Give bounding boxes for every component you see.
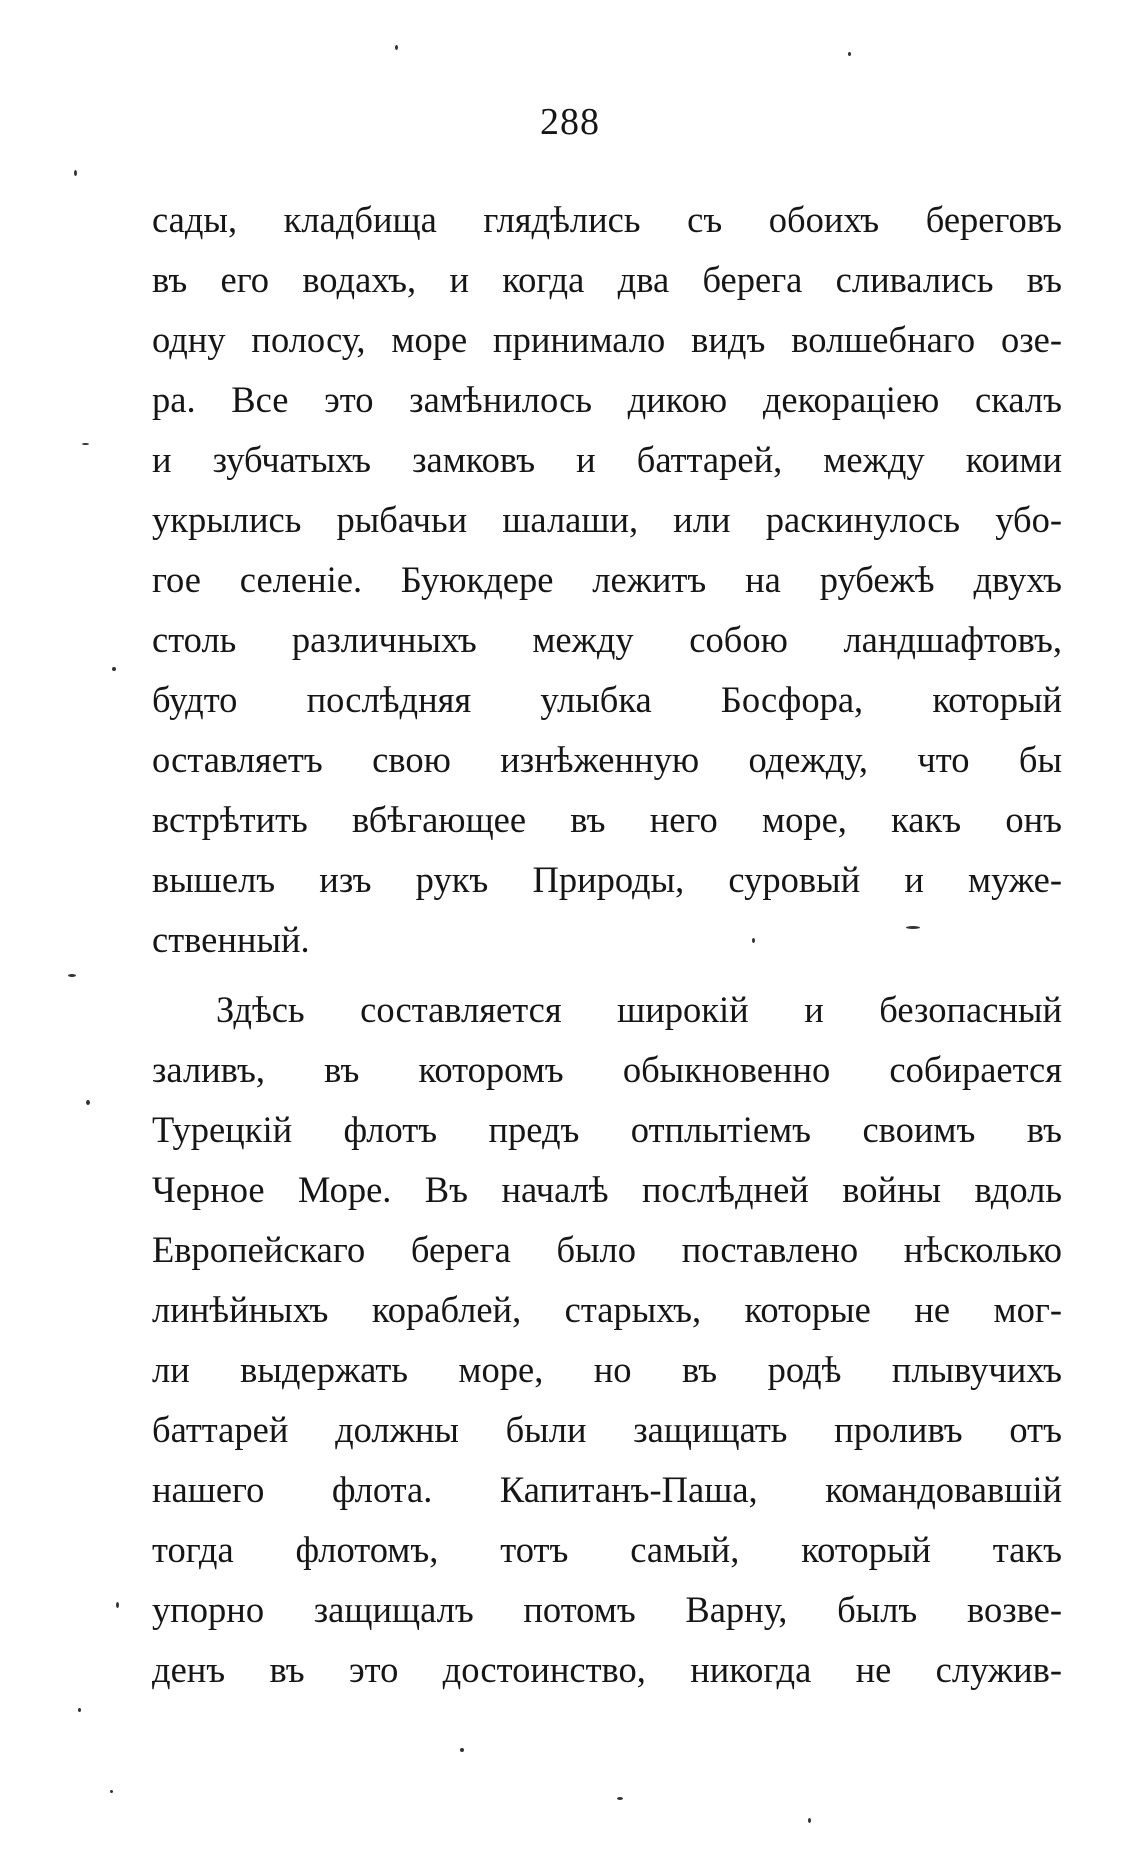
text-line: упорно защищалъ потомъ Варну, былъ возве- [152,1589,1062,1630]
scan-speck [78,1708,81,1712]
text-line-indented: Здѣсь составляется широкій и безопасный [216,989,1062,1030]
text-line-last: ственный. [152,919,310,960]
scan-speck [848,52,851,56]
text-line: гое селеніе. Буюкдере лежитъ на рубежѣ двухъ [152,559,1062,600]
text-line: оставляетъ свою изнѣженную одежду, что бы [152,739,1062,780]
text-line: Европейскаго берега было поставлено нѣсколько [152,1229,1062,1270]
scan-speck [68,974,76,977]
page-number: 288 [540,101,600,143]
paragraph-spacer [152,970,1062,980]
page-text [152,190,1062,1700]
scan-speck [86,1100,90,1105]
scan-speck [906,926,920,929]
scan-speck [460,1748,464,1752]
scan-speck [395,45,398,50]
scan-speck [752,938,755,943]
text-line: будто послѣдняя улыбка Босфора, который [152,679,1062,720]
paragraph-1 [152,190,1062,970]
scan-speck [112,667,116,671]
scan-speck [74,170,77,176]
text-line: ра. Все это замѣнилось дикою декораціею скалъ [152,379,1062,420]
scan-speck [82,443,89,445]
scan-speck [116,1602,119,1608]
paragraph-2 [152,980,1062,1700]
text-line: столь различныхъ между собою ландшафтовъ, [152,619,1062,660]
text-line: и зубчатыхъ замковъ и баттарей, между коими [152,439,1062,480]
scan-speck [617,1797,623,1800]
text-line: тогда флотомъ, тотъ самый, который такъ [152,1529,1062,1570]
text-line: ли выдержать море, но въ родѣ плывучихъ [152,1349,1062,1390]
text-line: денъ въ это достоинство, никогда не служив- [152,1649,1062,1690]
text-line: въ его водахъ, и когда два берега сливались въ [152,259,1062,300]
text-line: одну полосу, море принимало видъ волшебнаго озе- [152,319,1062,360]
text-line: встрѣтить вбѣгающее въ него море, какъ онъ [152,799,1062,840]
text-line: сады, кладбища глядѣлись съ обоихъ береговъ [152,199,1062,240]
text-line: баттарей должны были защищать проливъ отъ [152,1409,1062,1450]
text-line: вышелъ изъ рукъ Природы, суровый и муже- [152,859,1062,900]
scan-speck [110,1790,113,1793]
text-line: линѣйныхъ кораблей, старыхъ, которые не мог- [152,1289,1062,1330]
text-line: нашего флота. Капитанъ-Паша, командовавшій [152,1469,1062,1510]
scan-speck [808,1818,811,1823]
text-line: укрылись рыбачьи шалаши, или раскинулось убо- [152,499,1062,540]
text-line: Турецкій флотъ предъ отплытіемъ своимъ въ [152,1109,1062,1150]
text-line: заливъ, въ которомъ обыкновенно собирается [152,1049,1062,1090]
text-line: Черное Море. Въ началѣ послѣдней войны вдоль [152,1169,1062,1210]
